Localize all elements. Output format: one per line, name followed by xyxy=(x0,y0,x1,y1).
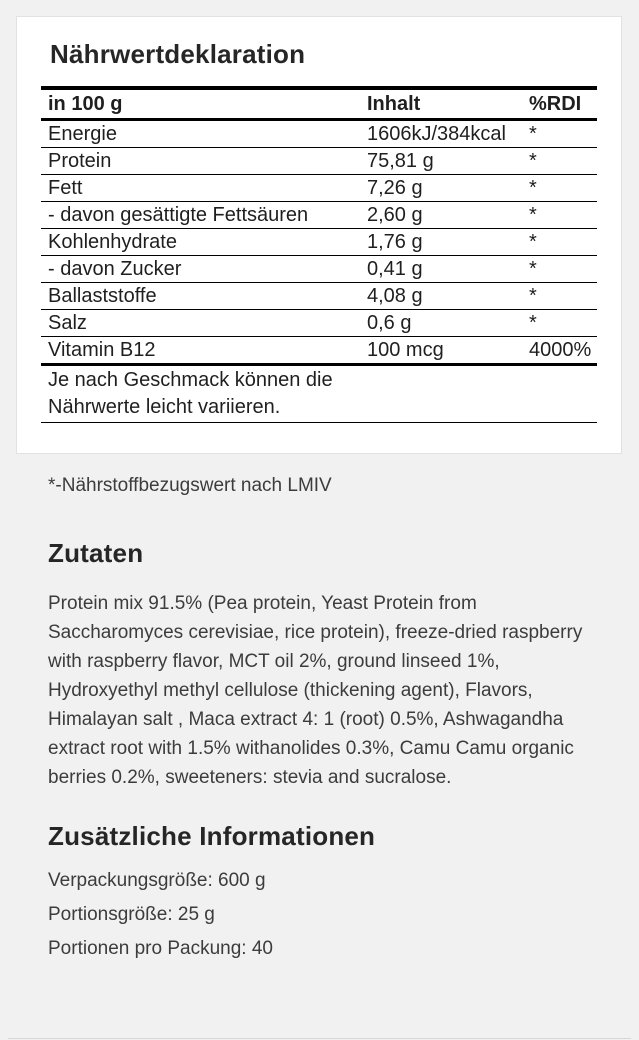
additional-info-title: Zusätzliche Informationen xyxy=(48,821,376,851)
nutrition-variation-note xyxy=(41,365,597,423)
details-section xyxy=(48,475,599,966)
nutrient-value: 2,60 g xyxy=(367,202,527,229)
section-divider xyxy=(8,1038,631,1039)
nutrition-row-energie xyxy=(41,120,597,148)
nutrient-name: Vitamin B12 xyxy=(41,337,367,365)
column-header-per-100g: in 100 g xyxy=(41,88,367,120)
nutrient-name: Kohlenhydrate xyxy=(41,229,367,256)
nutrition-row-fett xyxy=(41,175,597,202)
nutrition-row-zucker xyxy=(41,256,597,283)
nutrition-header-row xyxy=(41,88,597,120)
ingredients-title: Zutaten xyxy=(48,538,144,568)
nutrition-row-salz xyxy=(41,310,597,337)
package-size-line: Verpackungsgröße: 600 g xyxy=(48,870,266,891)
nutrient-value: 0,6 g xyxy=(367,310,527,337)
nutrition-row-kohlenhydrate xyxy=(41,229,597,256)
nutrient-rdi: * xyxy=(527,310,597,337)
nutrient-name: - davon Zucker xyxy=(41,256,367,283)
ingredients-text: Protein mix 91.5% (Pea protein, Yeast Protein from Saccharomyces cerevisiae, rice protein), freeze-dried raspberry with raspberry flavor, MCT oil 2%, ground linseed 1%, Hydroxyethyl methyl cellulose (thickening agent), Flavors, Himalayan salt , Maca extract 4: 1 (root) 0.5%, Ashwagandha extract root with 1.5% withanolides 0.3%, Camu Camu organic berries 0.2%, sweeteners: stevia and sucralose. xyxy=(48,593,583,788)
nutrient-value: 4,08 g xyxy=(367,283,527,310)
nutrition-row-protein xyxy=(41,148,597,175)
nutrition-title: Nährwertdeklaration xyxy=(50,39,306,69)
nutrition-note-row xyxy=(41,365,597,423)
nutrition-row-gesaettigte-fettsaeuren xyxy=(41,202,597,229)
nutrient-value: 75,81 g xyxy=(367,148,527,175)
nutrient-name: Protein xyxy=(41,148,367,175)
nutrient-rdi: * xyxy=(527,283,597,310)
nutrition-declaration-card xyxy=(16,16,622,454)
additional-info-list xyxy=(48,864,599,966)
nutrition-table xyxy=(41,86,597,423)
portion-size-line: Portionsgröße: 25 g xyxy=(48,904,215,925)
nutrient-rdi: 4000% xyxy=(527,337,597,365)
nutrient-rdi: * xyxy=(527,175,597,202)
nutrient-value: 1606kJ/384kcal xyxy=(367,120,527,148)
nutrient-rdi: * xyxy=(527,148,597,175)
nutrition-row-ballaststoffe xyxy=(41,283,597,310)
nutrient-value: 7,26 g xyxy=(367,175,527,202)
column-header-content: Inhalt xyxy=(367,88,527,120)
nutrient-name: Salz xyxy=(41,310,367,337)
rdi-footnote: *-Nährstoffbezugswert nach LMIV xyxy=(48,475,332,496)
nutrient-rdi: * xyxy=(527,202,597,229)
portions-per-pack-line: Portionen pro Packung: 40 xyxy=(48,938,273,959)
column-header-rdi: %RDI xyxy=(527,88,597,120)
product-info-page xyxy=(0,16,639,966)
nutrient-value: 100 mcg xyxy=(367,337,527,365)
nutrient-name: Energie xyxy=(41,120,367,148)
note-line-1: Je nach Geschmack können die xyxy=(48,369,333,391)
nutrient-value: 0,41 g xyxy=(367,256,527,283)
nutrition-row-vitamin-b12 xyxy=(41,337,597,365)
nutrient-name: Fett xyxy=(41,175,367,202)
nutrient-name: Ballaststoffe xyxy=(41,283,367,310)
note-line-2: Nährwerte leicht variieren. xyxy=(48,396,281,418)
nutrient-rdi: * xyxy=(527,120,597,148)
nutrient-rdi: * xyxy=(527,256,597,283)
nutrient-value: 1,76 g xyxy=(367,229,527,256)
nutrient-rdi: * xyxy=(527,229,597,256)
nutrient-name: - davon gesättigte Fettsäuren xyxy=(41,202,367,229)
